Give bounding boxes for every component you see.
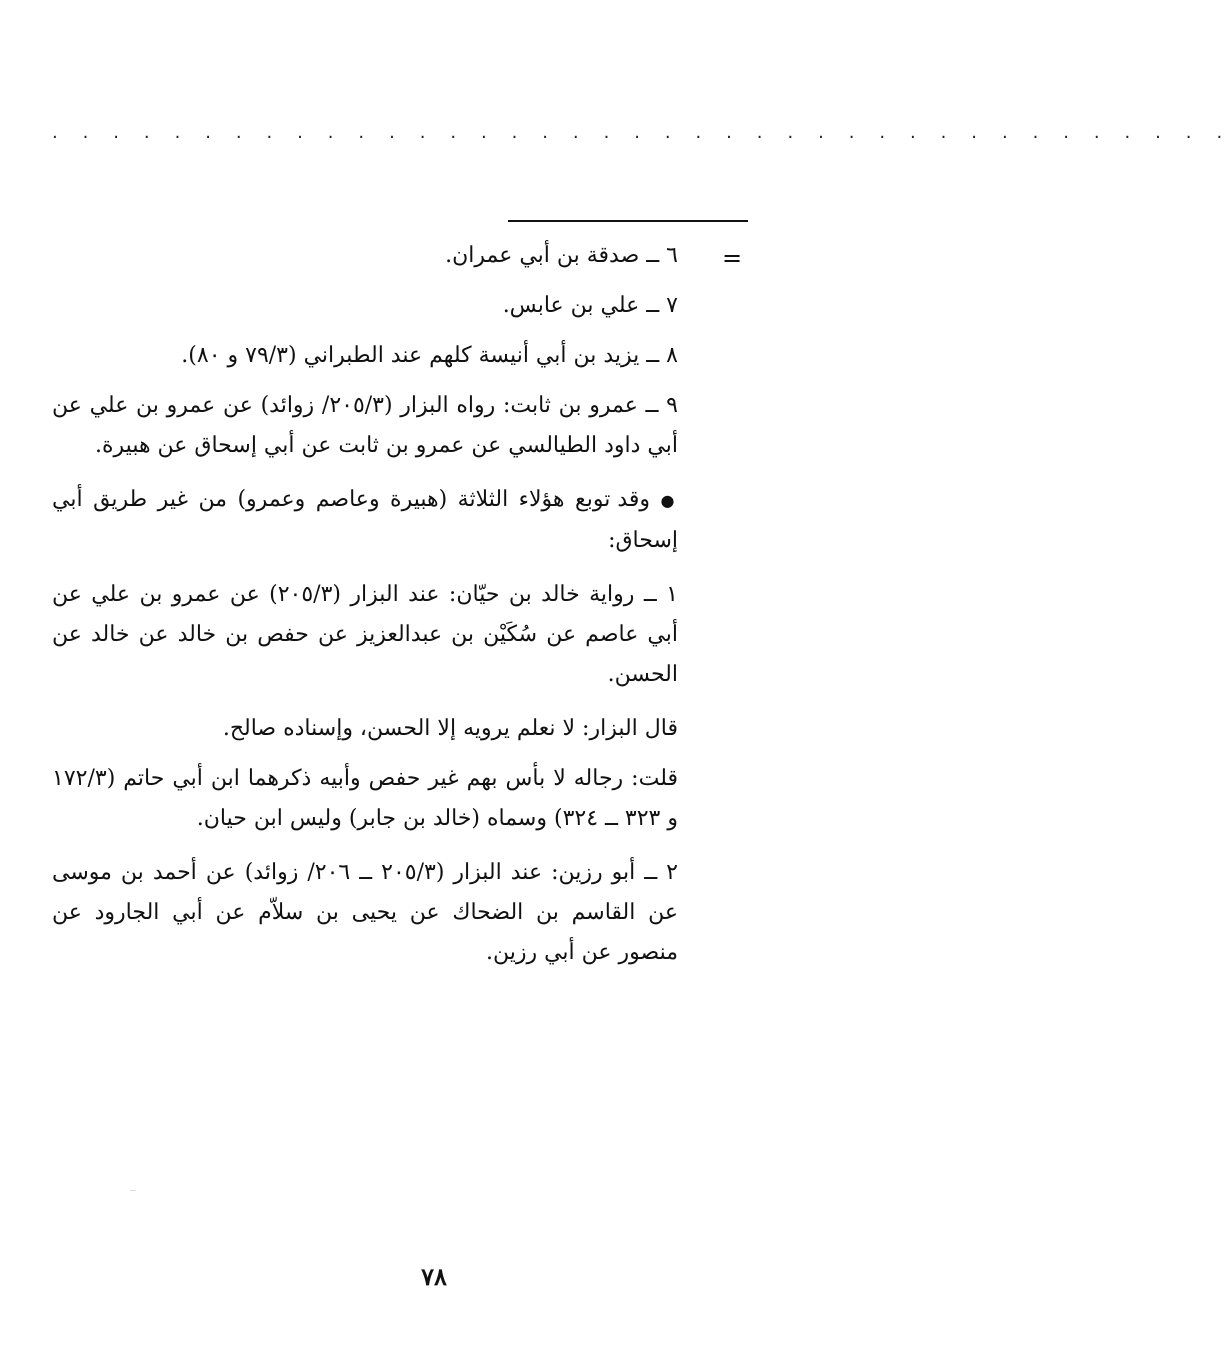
footnote-item: قال البزار: لا نعلم يرويه إلا الحسن، وإسناده صالح. xyxy=(222,716,678,741)
footnote-item: ١ ــ رواية خالد بن حيّان: عند البزار (٢٠٥/٣) عن عمرو بن علي عن أبي عاصم عن سُكَيْن بن عبدالعزيز عن حفص بن خالد عن خالد عن الحسن. xyxy=(52,582,678,687)
footnote-item: ٩ ــ عمرو بن ثابت: رواه البزار (٢٠٥/٣/ زوائد) عن عمرو بن علي عن أبي داود الطيالسي عن عمرو بن ثابت عن أبي إسحاق عن هبيرة. xyxy=(52,393,678,458)
footnote-rule xyxy=(508,220,748,222)
continuation-mark: = xyxy=(722,244,743,272)
footnote-text: وقد توبع هؤلاء الثلاثة (هبيرة وعاصم وعمرو) من غير طريق أبي إسحاق: xyxy=(52,487,678,553)
bullet-icon: ● xyxy=(660,491,678,510)
footnote-item xyxy=(52,480,678,561)
footnote-item: ٢ ــ أبو رزين: عند البزار (٢٠٥/٣ ــ ٢٠٦/ زوائد) عن أحمد بن موسى عن القاسم بن الضحاك عن يحيى بن سلاّم عن أبي الجارود عن منصور عن أبي رزين. xyxy=(52,860,678,965)
page-number: ٧٨ xyxy=(421,1262,447,1291)
footnote-item: ٧ ــ علي بن عابس. xyxy=(502,293,678,318)
dotted-separator: · · · · · · · · · · · · · · · · · · · · · · · · · · · · · · · · · · · · · · · xyxy=(52,127,1232,148)
scan-mark xyxy=(130,1190,136,1191)
footnote-item: ٨ ــ يزيد بن أبي أنيسة كلهم عند الطبراني (٧٩/٣ و ٨٠). xyxy=(181,343,678,368)
footnote-item: قلت: رجاله لا بأس بهم غير حفص وأبيه ذكرهما ابن أبي حاتم (١٧٢/٣ و ٣٢٣ ــ ٣٢٤) وسماه (خالد بن جابر) وليس ابن حيان. xyxy=(52,766,678,831)
footnote-item: ٦ ــ صدقة بن أبي عمران. xyxy=(445,243,678,268)
footnotes xyxy=(52,236,678,987)
